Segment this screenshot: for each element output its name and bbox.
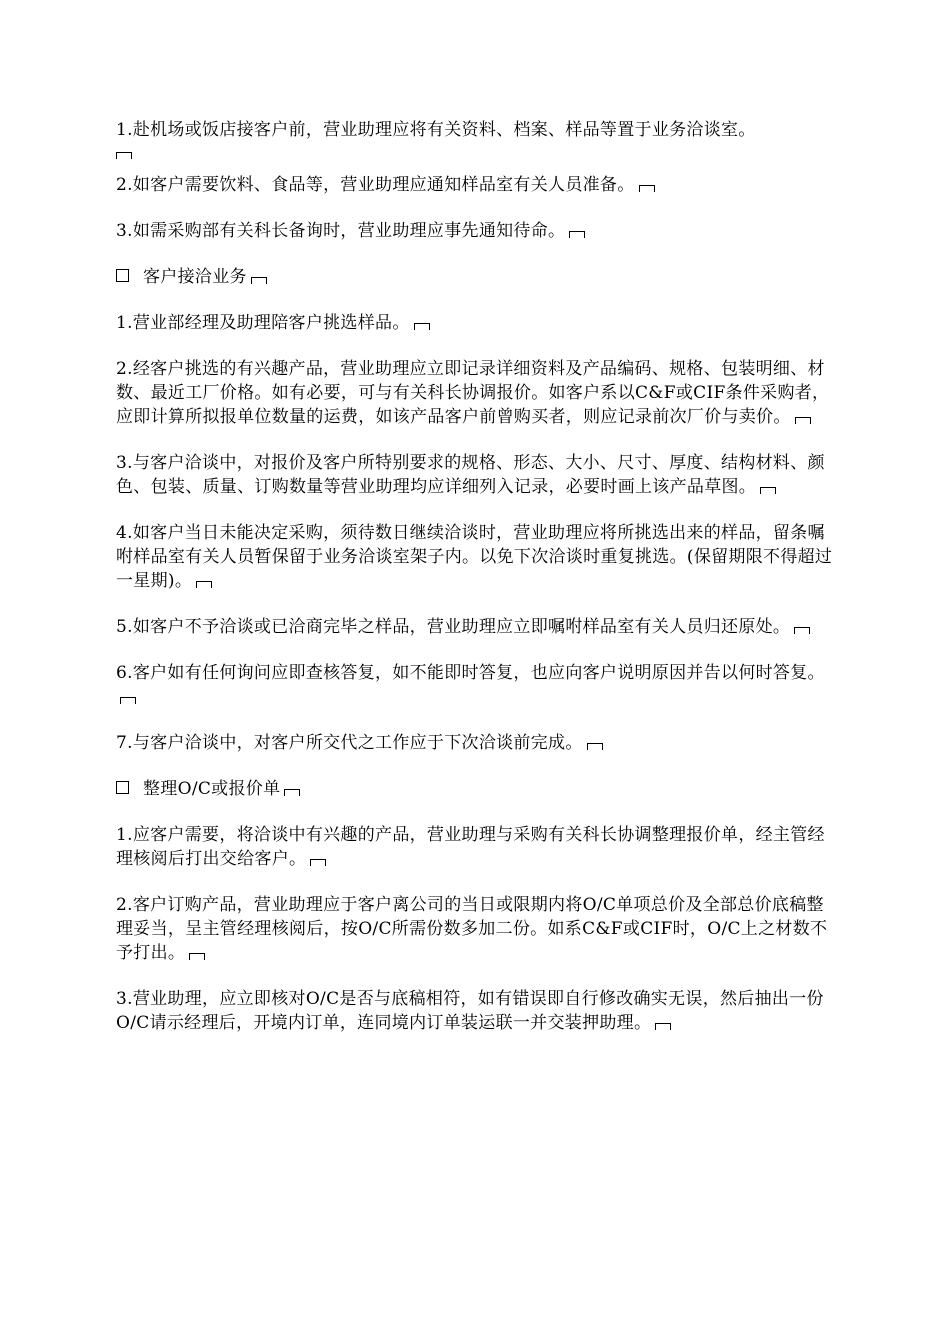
paragraph-mark-icon <box>189 953 205 960</box>
section-heading-oc-quote <box>116 777 836 801</box>
paragraph-text: 3.营业助理，应立即核对O/C是否与底稿相符，如有错误即自行修改确实无误，然后抽出一份O/C请示经理后，开境内订单，连同境内订单装运联一并交装押助理。 <box>116 989 824 1033</box>
paragraph-mark-icon <box>569 231 585 238</box>
paragraph-text: 1.应客户需要，将洽谈中有兴趣的产品，营业助理与采购有关科长协调整理报价单，经主管经理核阅后打出交给客户。 <box>116 825 825 869</box>
paragraph-text: 5.如客户不予洽谈或已洽商完毕之样品，营业助理应立即嘱咐样品室有关人员归还原处。 <box>116 617 791 637</box>
paragraph-mark-icon <box>116 152 132 159</box>
square-bullet-icon <box>116 781 129 794</box>
section-heading-text: 客户接洽业务 <box>143 267 247 287</box>
paragraph-text: 7.与客户洽谈中，对客户所交代之工作应于下次洽谈前完成。 <box>116 733 583 753</box>
square-bullet-icon <box>116 269 129 282</box>
paragraph-text: 6.客户如有任何询问应即查核答复，如不能即时答复，也应向客户说明原因并告以何时答复。 <box>116 663 825 683</box>
paragraph-oc-2 <box>116 893 836 965</box>
paragraph-business-4 <box>116 521 836 593</box>
paragraph-oc-1 <box>116 823 836 871</box>
section-heading-client-business <box>116 265 836 289</box>
paragraph-business-6 <box>116 661 836 709</box>
paragraph-mark-icon <box>794 627 810 634</box>
paragraph-oc-3 <box>116 987 836 1035</box>
paragraph-mark-icon <box>196 581 212 588</box>
paragraph-text: 1.营业部经理及助理陪客户挑选样品。 <box>116 313 410 333</box>
paragraph-prep-2 <box>116 173 836 197</box>
section-heading-text: 整理O/C或报价单 <box>143 779 281 799</box>
paragraph-text: 1.赴机场或饭店接客户前，营业助理应将有关资料、档案、样品等置于业务洽谈室。 <box>116 120 756 140</box>
paragraph-mark-icon <box>639 185 655 192</box>
paragraph-business-7 <box>116 731 836 755</box>
paragraph-mark-icon <box>587 743 603 750</box>
paragraph-business-2 <box>116 357 836 429</box>
paragraph-mark-icon <box>414 323 430 330</box>
paragraph-text: 2.经客户挑选的有兴趣产品，营业助理应立即记录详细资料及产品编码、规格、包装明细、材数、最近工厂价格。如有必要，可与有关科长协调报价。如客户系以C&F或CIF条件采购者，应即计算所拟报单位数量的运费，如该产品客户前曾购买者，则应记录前次厂价与卖价。 <box>116 359 830 427</box>
paragraph-text: 2.如客户需要饮料、食品等，营业助理应通知样品室有关人员准备。 <box>116 175 635 195</box>
paragraph-text: 4.如客户当日未能决定采购，须待数日继续洽谈时，营业助理应将所挑选出来的样品，留条嘱咐样品室有关人员暂保留于业务洽谈室架子内。以免下次洽谈时重复挑选。(保留期限不得超过一星期)。 <box>116 523 833 591</box>
paragraph-mark-icon <box>760 487 776 494</box>
paragraph-mark-icon <box>251 277 267 284</box>
paragraph-mark-icon <box>310 859 326 866</box>
paragraph-prep-1 <box>116 118 836 159</box>
paragraph-business-1 <box>116 311 836 335</box>
paragraph-business-5 <box>116 615 836 639</box>
paragraph-text: 2.客户订购产品，营业助理应于客户离公司的当日或限期内将O/C单项总价及全部总价底稿整理妥当，呈主管经理核阅后，按O/C所需份数多加二份。如系C&F或CIF时，O/C上之材数不予打出。 <box>116 895 828 963</box>
paragraph-text: 3.如需采购部有关科长备询时，营业助理应事先通知待命。 <box>116 221 566 241</box>
paragraph-prep-3 <box>116 219 836 243</box>
paragraph-mark-icon <box>795 417 811 424</box>
paragraph-mark-icon <box>120 697 136 704</box>
paragraph-mark-icon <box>655 1023 671 1030</box>
paragraph-business-3 <box>116 451 836 499</box>
paragraph-text: 3.与客户洽谈中，对报价及客户所特别要求的规格、形态、大小、尺寸、厚度、结构材料、颜色、包装、质量、订购数量等营业助理均应详细列入记录，必要时画上该产品草图。 <box>116 453 825 497</box>
paragraph-mark-icon <box>284 789 300 796</box>
document-page <box>116 118 836 1057</box>
